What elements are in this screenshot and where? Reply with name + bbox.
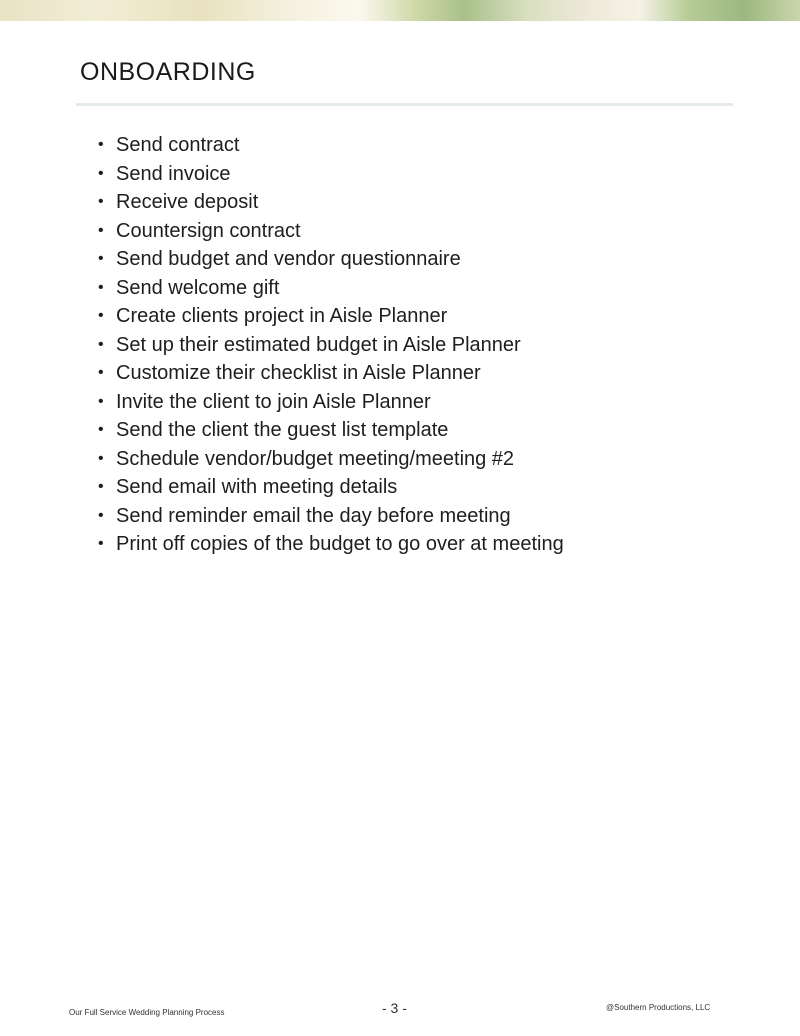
list-item [96,217,564,246]
bullet-icon: • [98,278,104,296]
bullet-icon: • [98,136,104,153]
list-item [96,502,564,531]
list-item-text: Invite the client to join Aisle Planner [116,390,431,413]
list-item-text: Send budget and vendor questionnaire [116,248,461,270]
list-item [96,416,564,445]
footer-copyright: @Southern Productions, LLC [606,1003,711,1012]
list-item-text: Schedule vendor/budget meeting/meeting #2 [116,447,515,470]
list-item-text: Send invoice [116,162,231,185]
bullet-icon: • [98,449,104,467]
bullet-icon: • [98,164,104,182]
list-item-text: Set up their estimated budget in Aisle Planner [116,333,521,356]
list-item-text: Send email with meeting details [116,476,398,498]
list-item [96,331,564,360]
bullet-icon: • [98,307,104,324]
page-title: ONBOARDING [80,58,256,86]
title-divider [76,103,733,106]
list-item-text: Create clients project in Aisle Planner [116,305,448,327]
footer-document-title: Our Full Service Wedding Planning Process [69,1008,225,1017]
bullet-icon: • [98,221,104,239]
list-item-text: Send welcome gift [116,276,280,299]
list-item [96,245,564,274]
list-item [96,359,564,388]
list-item-text: Send reminder email the day before meeting [116,504,511,527]
list-item [96,302,564,331]
list-item-text: Send the client the guest list template [116,419,449,441]
bullet-icon: • [98,421,104,438]
list-item [96,274,564,303]
list-item-text: Customize their checklist in Aisle Planner [116,362,481,384]
list-item-text: Send contract [116,134,240,156]
list-item [96,473,564,502]
bullet-icon: • [98,392,104,410]
list-item [96,188,564,217]
bullet-icon: • [98,478,104,495]
list-item [96,131,564,160]
list-item [96,388,564,417]
bullet-icon: • [98,335,104,353]
list-item-text: Print off copies of the budget to go over at meeting [116,533,564,555]
bullet-icon: • [98,250,104,267]
list-item [96,445,564,474]
header-photo-banner [0,0,800,21]
page-number: - 3 - [382,1000,407,1016]
list-item-text: Receive deposit [116,191,259,213]
bullet-icon: • [98,535,104,552]
list-item [96,530,564,559]
list-item [96,160,564,189]
bullet-icon: • [98,193,104,210]
bullet-icon: • [98,506,104,524]
list-item-text: Countersign contract [116,219,301,242]
bullet-icon: • [98,364,104,381]
checklist [96,131,564,559]
